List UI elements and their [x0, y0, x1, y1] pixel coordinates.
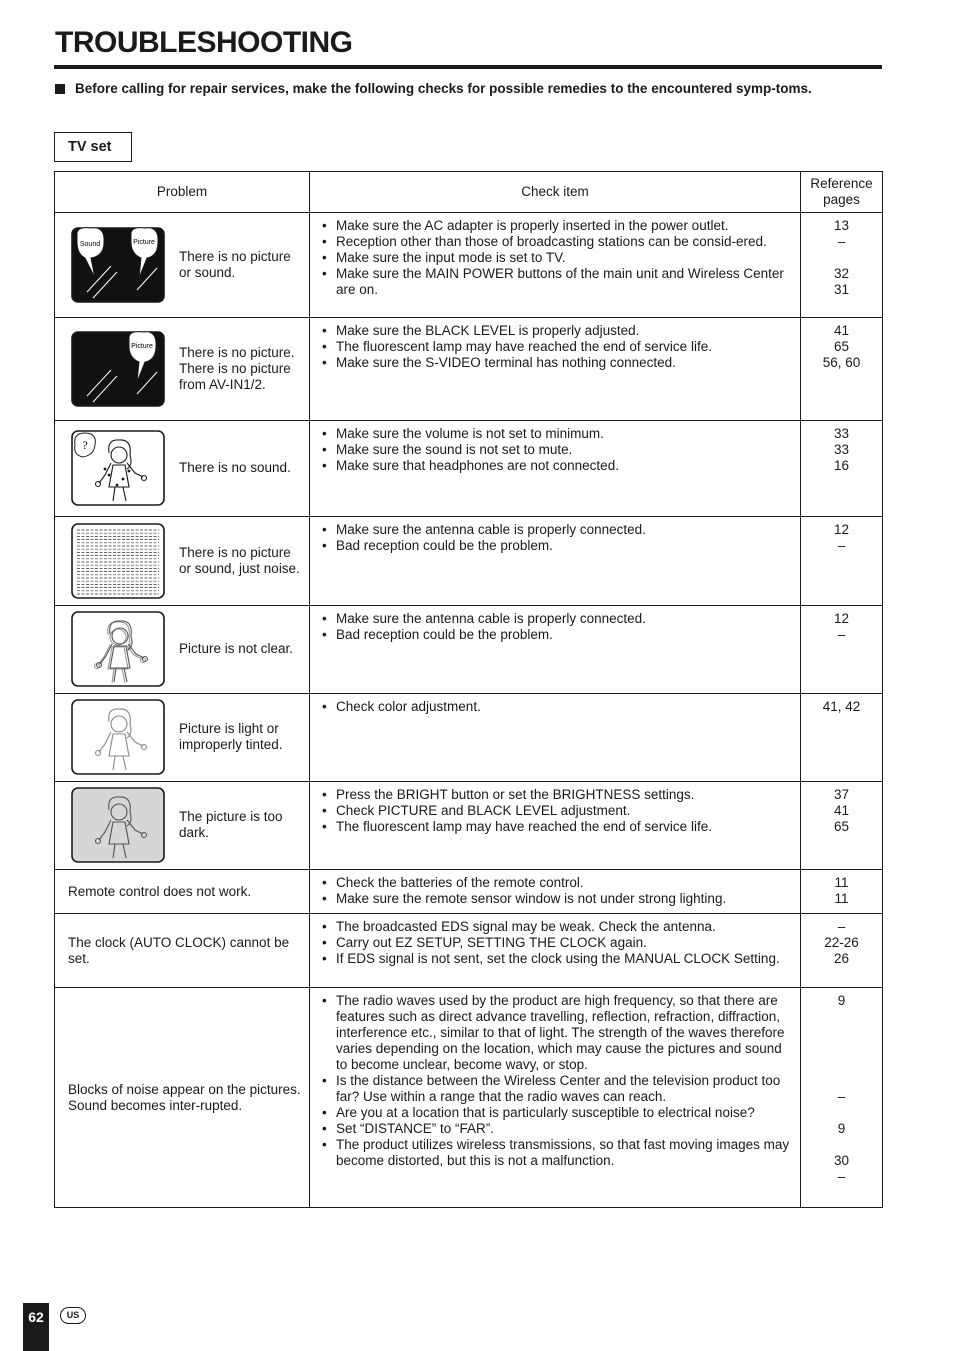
- reference-page: 26: [833, 951, 850, 966]
- problem-cell: [55, 694, 310, 782]
- problem-text: There is no picture or sound, just noise.: [179, 544, 300, 576]
- reference-pages-cell: [801, 517, 883, 606]
- problem-text: Picture is not clear.: [179, 641, 294, 656]
- reference-pages-cell: [801, 694, 883, 782]
- problem-cell: [55, 318, 310, 421]
- table-row: [55, 421, 883, 517]
- tv-no-picture-icon: [69, 326, 169, 412]
- check-item: • Make sure the volume is not set to minimum.: [322, 426, 790, 442]
- header-reference-pages: Reference pages: [801, 172, 883, 213]
- table-row: [55, 694, 883, 782]
- check-item: • Make sure the remote sensor window is not under strong lighting.: [322, 891, 790, 907]
- table-row: [55, 318, 883, 421]
- check-item: • Carry out EZ SETUP, SETTING THE CLOCK again.: [322, 935, 790, 951]
- check-item-list: [322, 993, 790, 1169]
- reference-page: 33: [833, 442, 850, 457]
- problem-text: There is no picture. There is no picture from AV-IN1/2.: [179, 344, 295, 392]
- tv-noise-icon: [69, 518, 169, 604]
- reference-page: –: [837, 538, 846, 553]
- check-item: • Make sure the sound is not set to mute.: [322, 442, 790, 458]
- reference-page: 65: [833, 819, 850, 834]
- reference-pages-cell: [801, 421, 883, 517]
- reference-page: [803, 1009, 880, 1025]
- check-item: • Make sure the antenna cable is properly connected.: [322, 611, 790, 627]
- problem-text: Blocks of noise appear on the pictures. Sound becomes inter-rupted.: [68, 1081, 301, 1113]
- check-item: • Check color adjustment.: [322, 699, 790, 715]
- check-item: • Check PICTURE and BLACK LEVEL adjustment.: [322, 803, 790, 819]
- reference-page: [803, 1025, 880, 1041]
- check-item: • Make sure that headphones are not connected.: [322, 458, 790, 474]
- reference-page: 37: [833, 787, 850, 802]
- problem-cell: [55, 870, 310, 914]
- table-row: [55, 517, 883, 606]
- check-item-cell: [310, 318, 801, 421]
- square-bullet-icon: [55, 84, 65, 94]
- reference-page: 12: [833, 611, 850, 626]
- check-item-cell: [310, 988, 801, 1208]
- check-item-list: [322, 787, 790, 835]
- reference-page: 65: [833, 339, 850, 354]
- reference-pages-cell: [801, 782, 883, 870]
- problem-cell: [55, 782, 310, 870]
- check-item-list: [322, 875, 790, 907]
- page-title: TROUBLESHOOTING: [55, 26, 353, 59]
- header-check-item: Check item: [310, 172, 801, 213]
- tv-no-picture-sound-icon: [69, 222, 169, 308]
- svg-text:Sound: Sound: [79, 240, 101, 248]
- reference-pages-cell: [801, 870, 883, 914]
- check-item: • Are you at a location that is particularly susceptible to electrical noise?: [322, 1105, 790, 1121]
- table-row: [55, 870, 883, 914]
- check-item: • Is the distance between the Wireless Center and the television product too far? Use within a range that the radio waves can reach.: [322, 1073, 790, 1105]
- problem-cell: [55, 914, 310, 988]
- tv-dark-picture-icon: [69, 782, 169, 868]
- table-row: [55, 782, 883, 870]
- check-item-list: [322, 522, 790, 554]
- reference-page: 32: [833, 266, 850, 281]
- reference-page: 33: [833, 426, 850, 441]
- check-item-cell: [310, 870, 801, 914]
- reference-page: 12: [833, 522, 850, 537]
- reference-page: –: [837, 1169, 846, 1184]
- check-item: • Make sure the BLACK LEVEL is properly adjusted.: [322, 323, 790, 339]
- check-item: • Make sure the S-VIDEO terminal has nothing connected.: [322, 355, 790, 371]
- check-item: • Make sure the AC adapter is properly inserted in the power outlet.: [322, 218, 790, 234]
- table-row: [55, 606, 883, 694]
- reference-pages-cell: [801, 988, 883, 1208]
- reference-pages-cell: [801, 318, 883, 421]
- check-item-cell: [310, 782, 801, 870]
- problem-cell: [55, 213, 310, 318]
- check-item-list: [322, 323, 790, 371]
- reference-page: –: [837, 234, 846, 249]
- reference-page: 56, 60: [822, 355, 861, 370]
- table-row: [55, 213, 883, 318]
- reference-page: [803, 1041, 880, 1057]
- check-item-list: [322, 919, 790, 967]
- check-item: • Set “DISTANCE” to “FAR”.: [322, 1121, 790, 1137]
- reference-page: –: [837, 919, 846, 934]
- reference-page: 9: [837, 993, 846, 1008]
- reference-page: 11: [834, 875, 849, 890]
- intro-note: [55, 81, 855, 97]
- check-item-cell: [310, 606, 801, 694]
- check-item-cell: [310, 694, 801, 782]
- problem-cell: [55, 517, 310, 606]
- check-item: • If EDS signal is not sent, set the clock using the MANUAL CLOCK Setting.: [322, 951, 790, 967]
- table-row: [55, 988, 883, 1208]
- problem-text: Remote control does not work.: [68, 883, 252, 899]
- check-item-cell: [310, 517, 801, 606]
- check-item: • The fluorescent lamp may have reached the end of service life.: [322, 819, 790, 835]
- svg-text:?: ?: [82, 438, 88, 452]
- problem-text: The picture is too dark.: [179, 809, 283, 840]
- check-item: • The radio waves used by the product are high frequency, so that there are features such as direct advance travelling, reflection, refraction, diffraction, interference etc., similar to that of light. The strength of the waves therefore varies depending on the location, which may cause the pictures and sound to become unclear, become wavy, or stop.: [322, 993, 790, 1073]
- reference-page: [803, 1073, 880, 1089]
- check-item: • Make sure the antenna cable is properly connected.: [322, 522, 790, 538]
- check-item: • The fluorescent lamp may have reached the end of service life.: [322, 339, 790, 355]
- problem-cell: [55, 421, 310, 517]
- check-item-list: [322, 218, 790, 298]
- reference-page: 31: [833, 282, 850, 297]
- problem-text: The clock (AUTO CLOCK) cannot be set.: [68, 934, 290, 966]
- check-item: • Press the BRIGHT button or set the BRIGHTNESS settings.: [322, 787, 790, 803]
- svg-text:Picture: Picture: [131, 342, 153, 350]
- check-item: • Make sure the MAIN POWER buttons of the main unit and Wireless Center are on.: [322, 266, 790, 298]
- tv-light-picture-icon: [69, 694, 169, 780]
- check-item: • Reception other than those of broadcasting stations can be consid-ered.: [322, 234, 790, 250]
- reference-pages-cell: [801, 606, 883, 694]
- tv-unclear-picture-icon: [69, 606, 169, 692]
- check-item-list: [322, 426, 790, 474]
- section-label: TV set: [54, 132, 132, 162]
- svg-text:Picture: Picture: [133, 238, 155, 246]
- reference-page: 22-26: [824, 935, 859, 950]
- header-problem: Problem: [55, 172, 310, 213]
- check-item: • Bad reception could be the problem.: [322, 538, 790, 554]
- problem-cell: [55, 988, 310, 1208]
- reference-page: [803, 250, 880, 266]
- check-item: • Bad reception could be the problem.: [322, 627, 790, 643]
- page-number: 62: [23, 1303, 49, 1351]
- reference-page: 13: [833, 218, 850, 233]
- reference-page: 30: [833, 1153, 850, 1168]
- reference-page: 16: [833, 458, 850, 473]
- check-item-cell: [310, 213, 801, 318]
- reference-page: [803, 1057, 880, 1073]
- check-item-list: [322, 699, 790, 715]
- check-item: • The product utilizes wireless transmissions, so that fast moving images may become distorted, but this is not a malfunction.: [322, 1137, 790, 1169]
- reference-page: 41: [833, 323, 850, 338]
- table-row: [55, 914, 883, 988]
- check-item: • The broadcasted EDS signal may be weak. Check the antenna.: [322, 919, 790, 935]
- reference-page: 41, 42: [822, 699, 861, 714]
- problem-text: There is no picture or sound.: [179, 248, 291, 280]
- reference-page: 11: [834, 891, 849, 906]
- problem-text: There is no sound.: [179, 460, 291, 475]
- reference-page: –: [837, 627, 846, 642]
- reference-pages-cell: [801, 914, 883, 988]
- reference-pages-cell: [801, 213, 883, 318]
- tv-no-sound-icon: [69, 425, 169, 511]
- title-rule: [54, 65, 882, 69]
- reference-page: [803, 1105, 880, 1121]
- problem-cell: [55, 606, 310, 694]
- check-item: • Make sure the input mode is set to TV.: [322, 250, 790, 266]
- reference-page: 9: [837, 1121, 846, 1136]
- check-item-list: [322, 611, 790, 643]
- problem-text: Picture is light or improperly tinted.: [179, 721, 283, 752]
- reference-page: –: [837, 1089, 846, 1104]
- troubleshooting-table: [54, 171, 883, 1208]
- check-item-cell: [310, 914, 801, 988]
- check-item: • Check the batteries of the remote control.: [322, 875, 790, 891]
- reference-page: [803, 1137, 880, 1153]
- reference-page: 41: [833, 803, 850, 818]
- intro-text: Before calling for repair services, make the following checks for possible remedies to the encountered symp-toms.: [75, 81, 812, 96]
- check-item-cell: [310, 421, 801, 517]
- table-header-row: [55, 172, 883, 213]
- region-badge: US: [60, 1307, 86, 1324]
